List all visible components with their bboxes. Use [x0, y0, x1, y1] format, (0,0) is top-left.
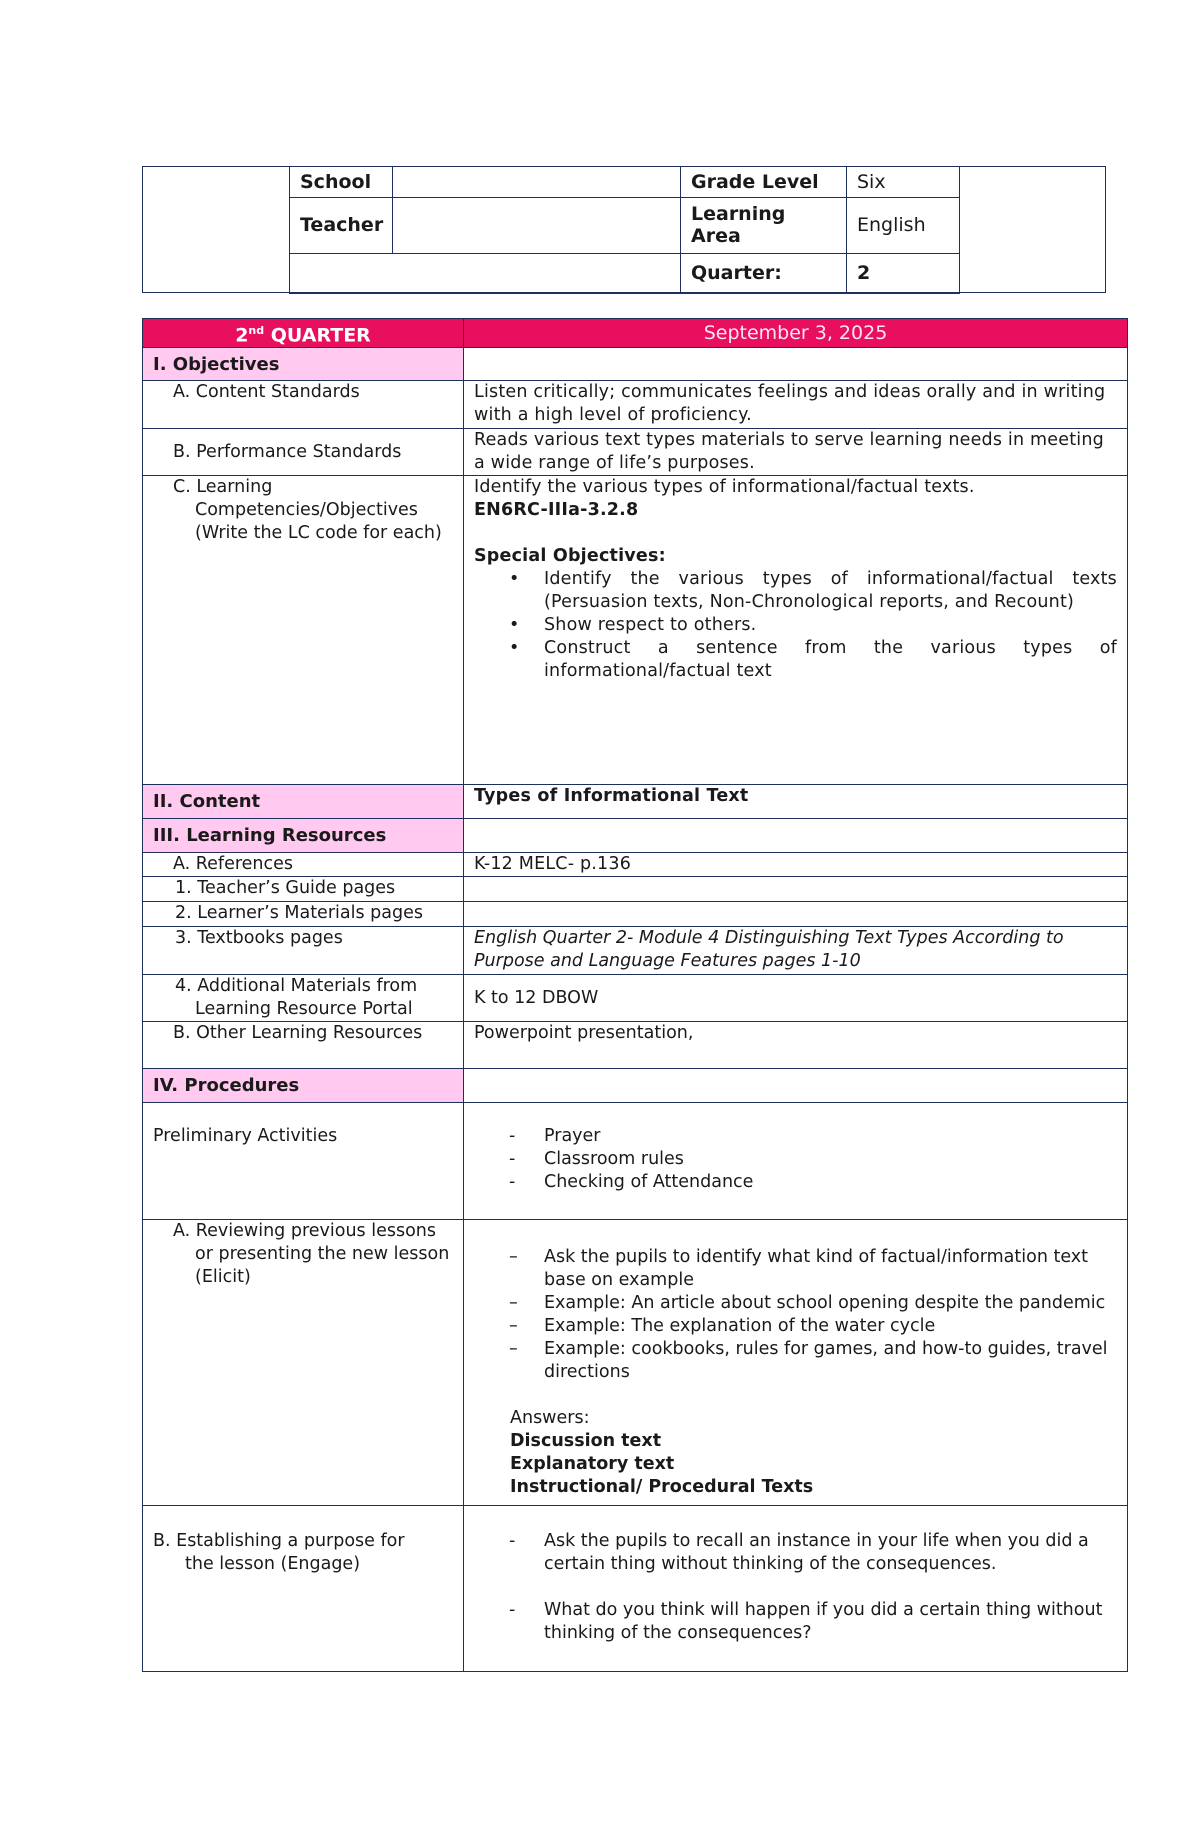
other-resources-value: Powerpoint presentation, — [464, 1022, 1128, 1069]
competencies-label-1: C. Learning — [173, 477, 273, 498]
list-item: - Checking of Attendance — [509, 1172, 754, 1193]
dash-marker: - — [509, 1149, 516, 1170]
answer-item: Instructional/ Procedural Texts — [510, 1477, 814, 1498]
resources-heading: III. Learning Resources — [143, 819, 464, 853]
lesson-date: September 3, 2025 — [464, 319, 1128, 348]
header-grid — [289, 166, 960, 294]
grade-label: Grade Level — [681, 166, 847, 197]
competency-text: Identify the various types of informational/factual texts. — [474, 477, 975, 498]
performance-standards-value: Reads various text types materials to serve learning needs in meeting a wide range of life’s purposes. — [464, 429, 1128, 476]
other-resources-label-cell — [143, 1022, 464, 1069]
additional-materials-label-2: Learning Resource Portal — [195, 999, 413, 1020]
preliminary-label: Preliminary Activities — [143, 1103, 464, 1220]
grade-value[interactable]: Six — [847, 166, 960, 197]
competencies-label-2: Competencies/Objectives — [195, 500, 418, 521]
endash-marker: – — [509, 1293, 518, 1314]
review-list — [474, 1246, 1117, 1384]
resources-blank — [464, 819, 1128, 853]
area-label: Learning Area — [681, 197, 847, 253]
competencies-value-cell — [464, 476, 1128, 785]
content-standards-value: Listen critically; communicates feelings and ideas orally and in writing with a high level of proficiency. — [464, 381, 1128, 429]
content-topic: Types of Informational Text — [464, 785, 1128, 819]
learners-materials-label-cell — [143, 902, 464, 927]
list-item: – Example: The explanation of the water cycle — [509, 1316, 936, 1337]
list-item: • Identify the various types of informational/factual texts (Persuasion texts, Non-Chronological reports, and Recount) — [509, 569, 1117, 613]
list-item: • Construct a sentence from the various types of informational/factual text — [509, 638, 1117, 682]
objectives-heading: I. Objectives — [143, 348, 464, 381]
additional-materials-label-cell — [143, 975, 464, 1022]
endash-marker: – — [509, 1339, 518, 1360]
dash-marker: - — [509, 1600, 516, 1621]
preliminary-list-cell — [464, 1103, 1128, 1220]
content-standards-label-cell — [143, 381, 464, 429]
textbooks-value: English Quarter 2- Module 4 Distinguishing Text Types According to Purpose and Language Features pages 1-10 — [464, 927, 1128, 975]
area-value[interactable]: English — [847, 197, 960, 253]
header-blank-cell — [290, 253, 681, 293]
header-table — [142, 166, 1106, 293]
performance-standards-label: B. Performance Standards — [173, 441, 402, 462]
dash-marker: - — [509, 1172, 516, 1193]
answer-item: Discussion text — [510, 1431, 662, 1452]
purpose-label-2: the lesson (Engage) — [185, 1554, 361, 1575]
teachers-guide-value — [464, 877, 1128, 902]
references-value: K-12 MELC- p.136 — [464, 853, 1128, 877]
additional-materials-value: K to 12 DBOW — [464, 975, 1128, 1022]
review-label-2: or presenting the new lesson — [195, 1244, 450, 1265]
teacher-value[interactable] — [393, 197, 681, 253]
endash-marker: – — [509, 1316, 518, 1337]
quarter-label: Quarter: — [681, 253, 847, 293]
review-label-3: (Elicit) — [195, 1267, 251, 1288]
purpose-list-cell — [464, 1506, 1128, 1672]
special-objectives-list — [474, 568, 1117, 683]
list-item: - What do you think will happen if you did a certain thing without thinking of the consequences? — [509, 1600, 1103, 1644]
references-label-cell — [143, 853, 464, 877]
dash-marker: - — [509, 1126, 516, 1147]
competency-code: EN6RC-IIIa-3.2.8 — [474, 500, 639, 521]
learners-materials-value — [464, 902, 1128, 927]
competencies-label-cell — [143, 476, 464, 785]
teachers-guide-label: 1. Teacher’s Guide pages — [175, 878, 396, 899]
content-standards-label: A. Content Standards — [173, 382, 360, 403]
list-item: - Ask the pupils to recall an instance in your life when you did a certain thing without thinking of the consequences. — [509, 1531, 1089, 1575]
procedures-heading: IV. Procedures — [143, 1069, 464, 1103]
purpose-label-cell — [143, 1506, 464, 1672]
list-item: - Classroom rules — [509, 1149, 684, 1170]
objectives-blank — [464, 348, 1128, 381]
preliminary-list — [474, 1125, 1117, 1194]
review-content-cell — [464, 1220, 1128, 1506]
school-value[interactable] — [393, 166, 681, 197]
answers-label: Answers: — [510, 1408, 590, 1429]
other-resources-label: B. Other Learning Resources — [173, 1023, 423, 1044]
bullet-marker: • — [509, 615, 520, 636]
textbooks-label-cell — [143, 927, 464, 975]
list-item: – Example: cookbooks, rules for games, and how-to guides, travel directions — [509, 1339, 1108, 1383]
list-item: • Show respect to others. — [509, 615, 757, 636]
quarter-title: 2nd QUARTER — [143, 319, 464, 348]
content-heading: II. Content — [143, 785, 464, 819]
bullet-marker: • — [509, 638, 520, 659]
purpose-list — [474, 1530, 1117, 1645]
quarter-bar — [143, 319, 1128, 348]
teachers-guide-label-cell — [143, 877, 464, 902]
learners-materials-label: 2. Learner’s Materials pages — [175, 903, 423, 924]
answer-item: Explanatory text — [510, 1454, 675, 1475]
school-label: School — [290, 166, 393, 197]
review-label-1: A. Reviewing previous lessons — [173, 1221, 437, 1242]
lesson-plan-table — [142, 318, 1128, 1672]
references-label: A. References — [173, 854, 294, 875]
list-item: – Ask the pupils to identify what kind of factual/information text base on example — [509, 1247, 1089, 1291]
quarter-value[interactable]: 2 — [847, 253, 960, 293]
special-objectives-heading: Special Objectives: — [474, 546, 666, 567]
competencies-label-3: (Write the LC code for each) — [195, 523, 442, 544]
procedures-blank — [464, 1069, 1128, 1103]
textbooks-label: 3. Textbooks pages — [175, 928, 343, 949]
purpose-label-1: B. Establishing a purpose for — [153, 1531, 405, 1552]
list-item: - Prayer — [509, 1126, 601, 1147]
dash-marker: - — [509, 1531, 516, 1552]
teacher-label: Teacher — [290, 197, 393, 253]
bullet-marker: • — [509, 569, 520, 590]
performance-standards-label-cell — [143, 429, 464, 476]
list-item: – Example: An article about school opening despite the pandemic — [509, 1293, 1106, 1314]
review-label-cell — [143, 1220, 464, 1506]
additional-materials-label-1: 4. Additional Materials from — [175, 976, 418, 997]
endash-marker: – — [509, 1247, 518, 1268]
